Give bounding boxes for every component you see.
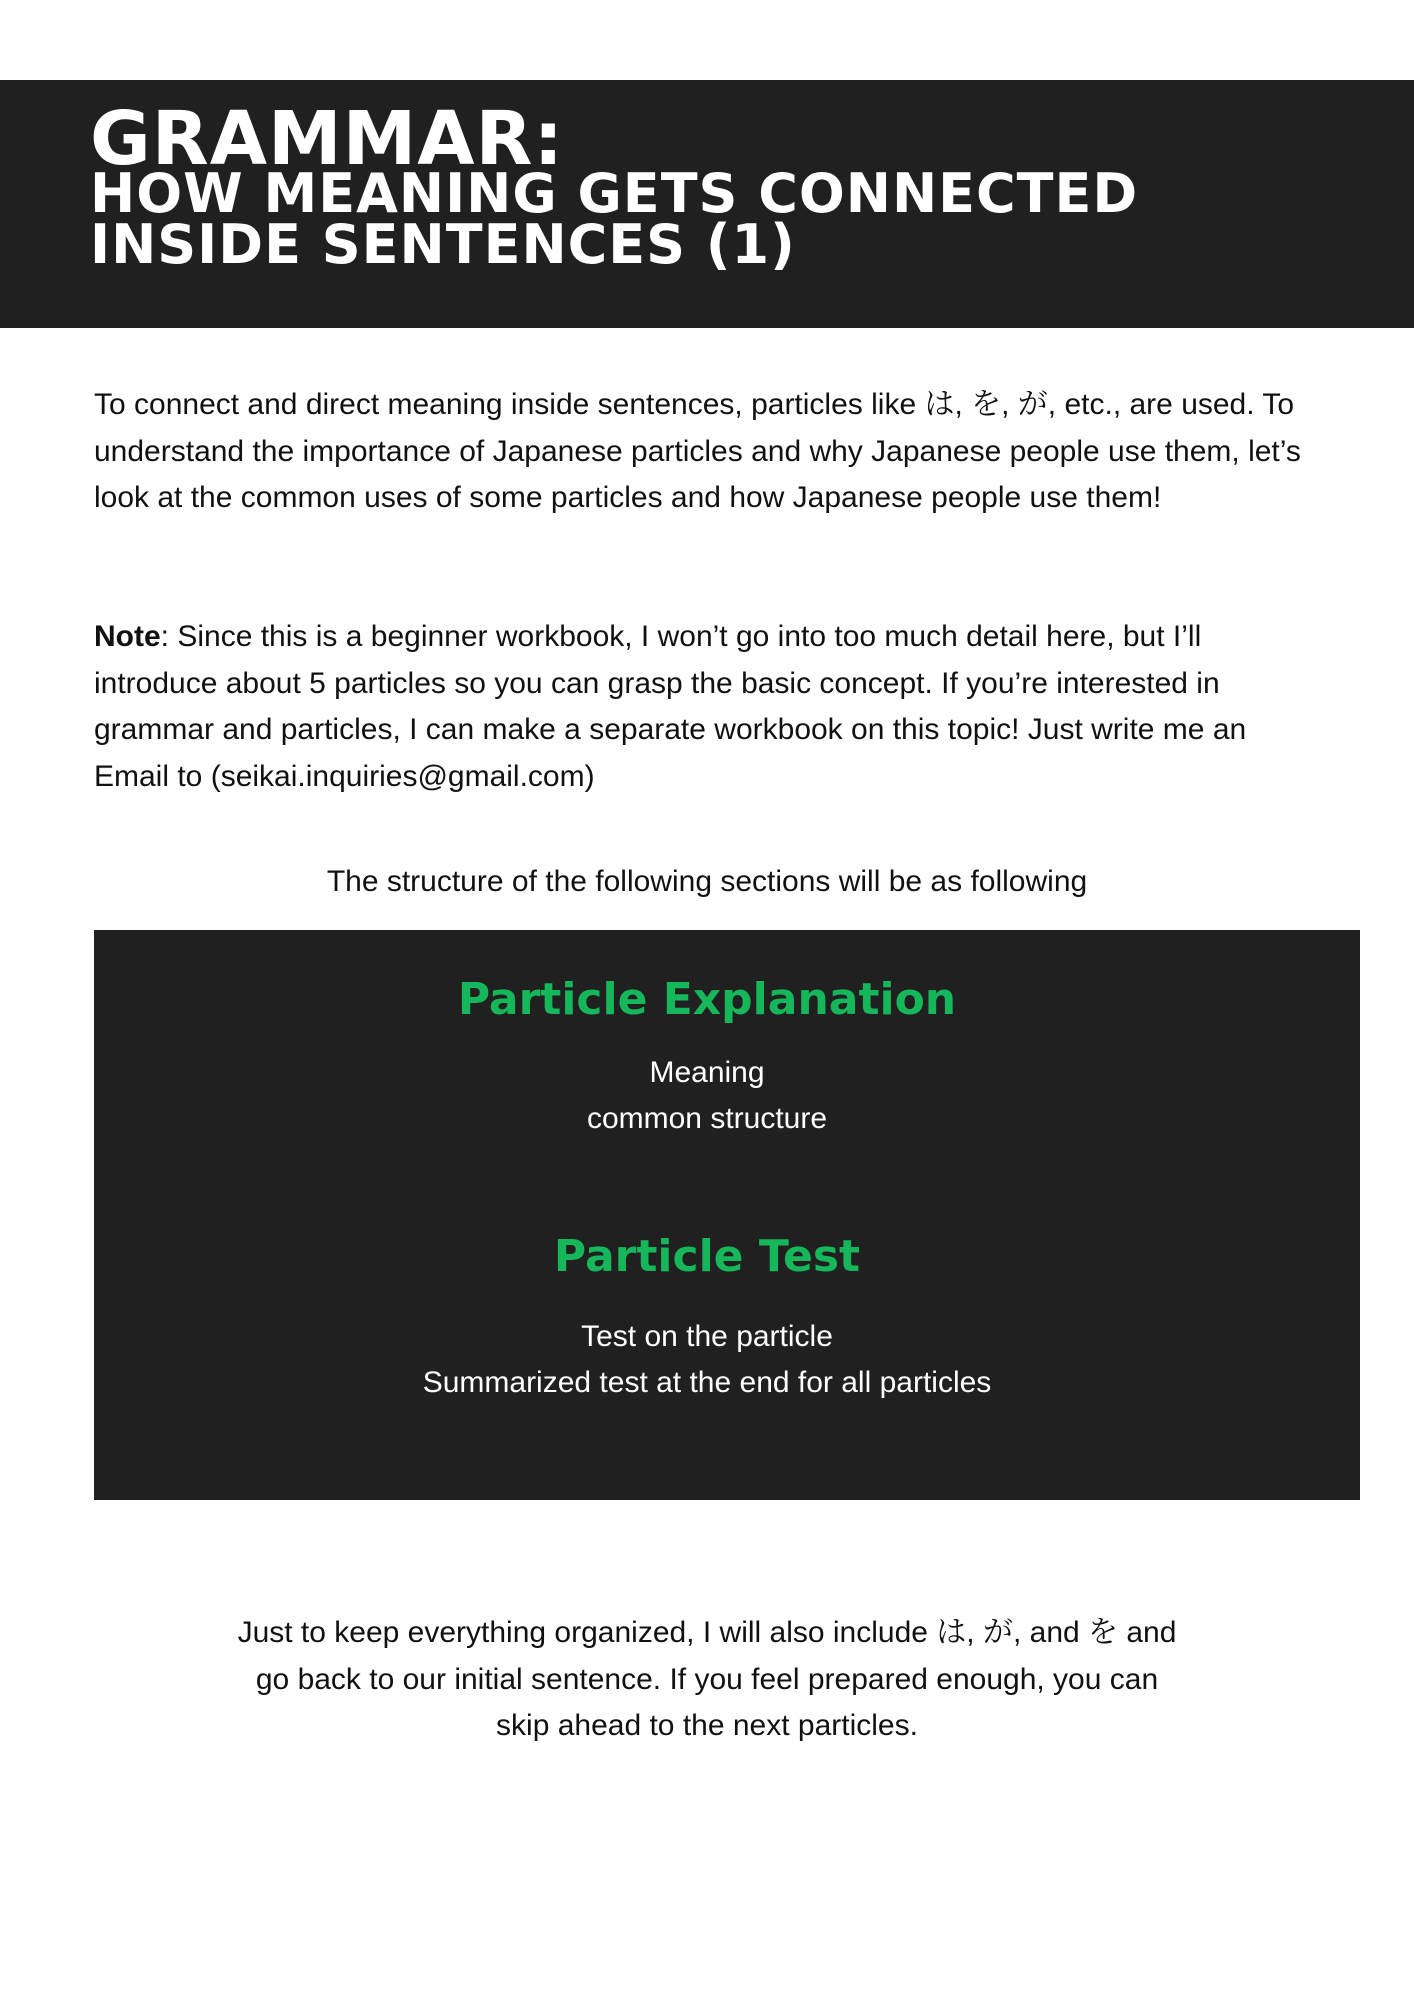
page-subtitle: HOW MEANING GETS CONNECTED INSIDE SENTENCES (1) [90,162,1139,276]
closing-paragraph [94,1610,1320,1750]
explanation-lines [94,1050,1320,1142]
explanation-line: common structure [586,1102,828,1135]
particle-explanation-heading: Particle Explanation [457,974,957,1025]
structure-intro: The structure of the following sections will be as following [326,865,1088,898]
particle-test-heading: Particle Test [553,1231,861,1282]
test-line: Summarized test at the end for all particles [422,1366,992,1399]
note-label: Note [94,620,161,653]
structure-box [94,930,1360,1500]
test-line: Test on the particle [581,1320,833,1353]
closing-line: Just to keep everything organized, I will also include は, が, and を and [237,1616,1177,1649]
intro-paragraph: To connect and direct meaning inside sentences, particles like は, を, が, etc., are used. To understand the importance of Japanese particles and why Japanese people use them, let’s look at the common uses of some particles and how Japanese people use them! [94,388,1301,514]
test-lines [94,1314,1320,1406]
closing-line: skip ahead to the next particles. [496,1709,918,1742]
note-paragraph [94,614,1324,800]
page-title: GRAMMAR: [90,96,565,182]
note-text: : Since this is a beginner workbook, I won’t go into too much detail here, but I’ll introduce about 5 particles so you can grasp the basic concept. If you’re interested in grammar and particles, I can make a separate workbook on this topic! Just write me an Email to (seikai.inquiries@gmail.com) [94,620,1247,793]
closing-line: go back to our initial sentence. If you feel prepared enough, you can [255,1662,1159,1696]
explanation-line: Meaning [649,1056,765,1089]
